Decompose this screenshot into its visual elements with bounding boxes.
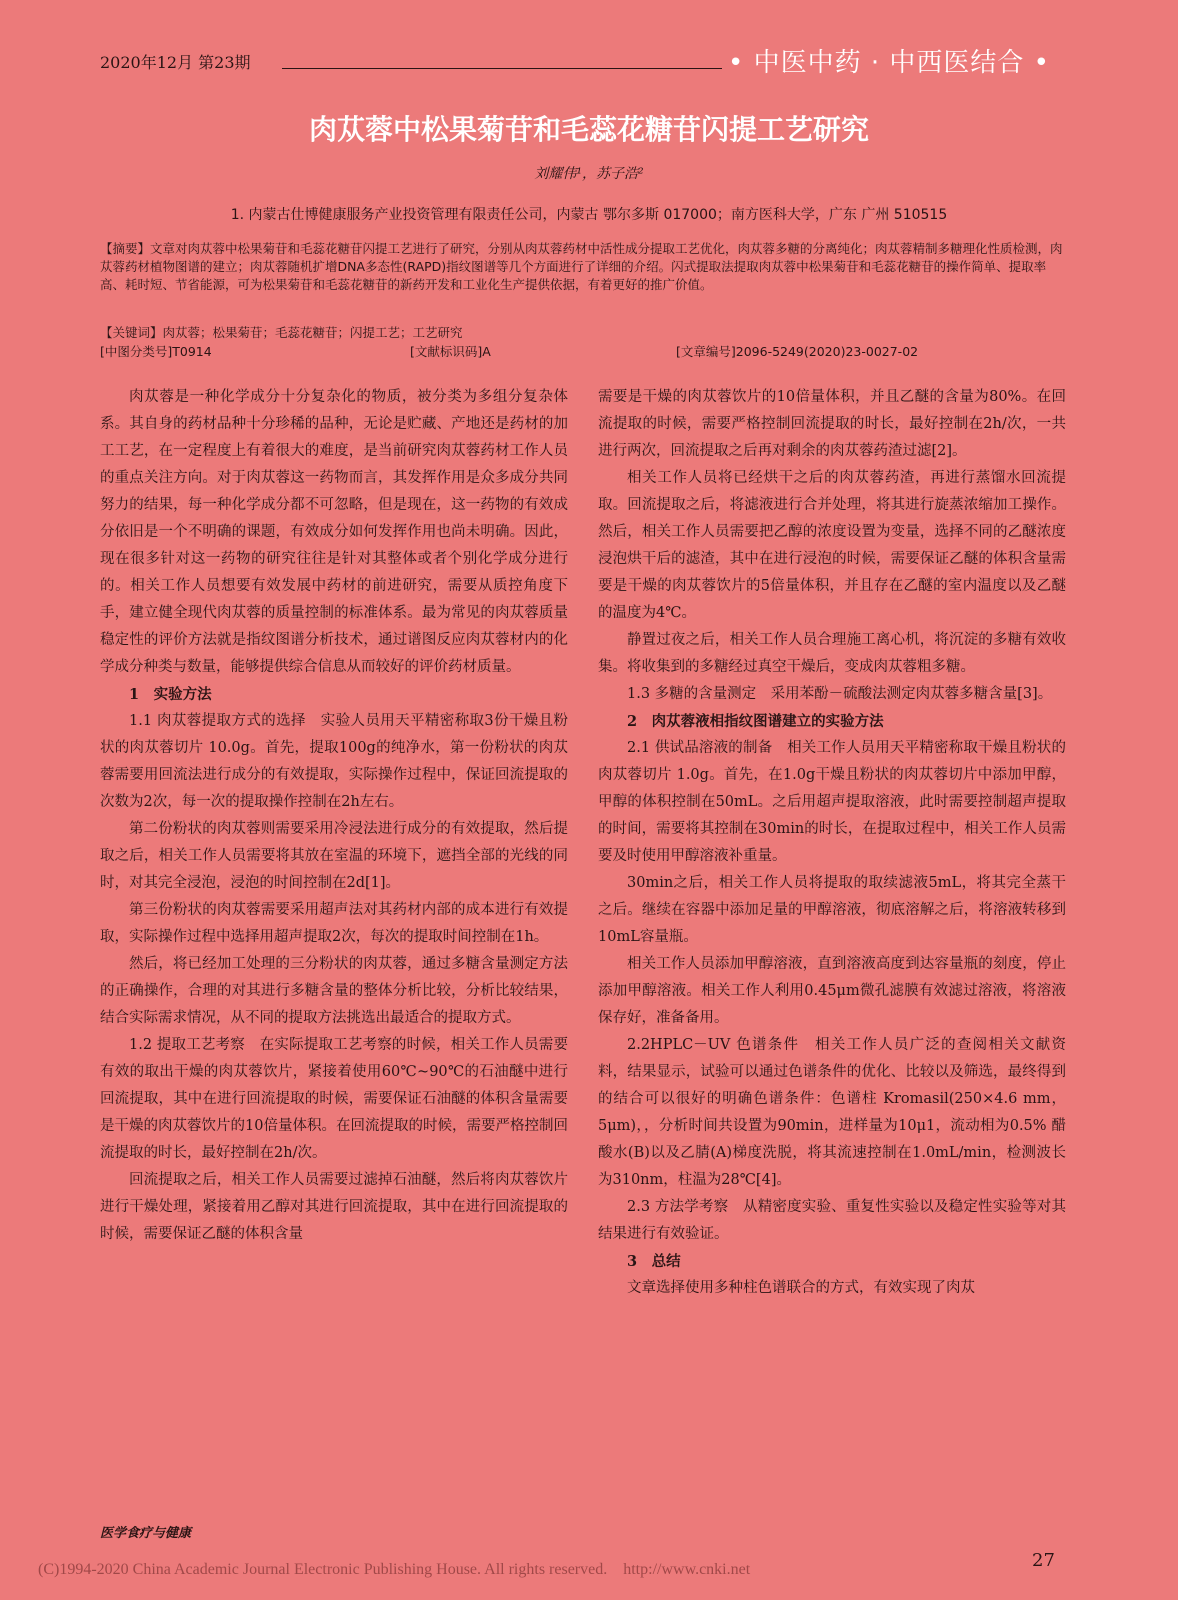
paragraph: 2.1 供试品溶液的制备 相关工作人员用天平精密称取干燥且粉状的肉苁蓉切片 1.0g。首先，在1.0g干燥且粉状的肉苁蓉切片中添加甲醇，甲醇的体积控制在50mL。之后用超声提取溶液，此时需要控制超声提取的时间，需要将其控制在30min的时长，在提取过程中，相关工作人员需要及时使用甲醇溶液补重量。 (598, 740, 1066, 864)
paragraph: 肉苁蓉是一种化学成分十分复杂化的物质，被分类为多组分复杂体系。其自身的药材品种十分珍稀的品种，无论是贮藏、产地还是药材的加工工艺，在一定程度上有着很大的难度，是当前研究肉苁蓉药材工作人员的重点关注方向。对于肉苁蓉这一药物而言，其发挥作用是众多成分共同努力的结果，每一种化学成分都不可忽略，但是现在，这一药物的有效成分依旧是一个不明确的课题，有效成分如何发挥作用也尚未明确。因此，现在很多针对这一药物的研究往往是针对其整体或者个别化学成分进行的。相关工作人员想要有效发展中药材的前进研究，需要从质控角度下手，建立健全现代肉苁蓉的质量控制的标准体系。最为常见的肉苁蓉质量稳定性的评价方法就是指纹图谱分析技术，通过谱图反应肉苁蓉材内的化学成分种类与数量，能够提供综合信息从而较好的评价药材质量。 (100, 389, 568, 675)
paragraph: 2.2HPLC－UV 色谱条件 相关工作人员广泛的查阅相关文献资料，结果显示，试验可以通过色谱条件的优化、比较以及筛选，最终得到的结合可以很好的明确色谱条件：色谱柱 Kromasil(250×4.6 mm，5μm)，，分析时间共设置为90min，进样量为10μ1，流动相为0.5% 醋酸水(B)以及乙腈(A)梯度洗脱，将其流速控制在1.0mL/min，检测波长为310nm，柱温为28℃[4]。 (598, 1037, 1066, 1188)
paragraph: 相关工作人员添加甲醇溶液，直到溶液高度到达容量瓶的刻度，停止添加甲醇溶液。相关工作人利用0.45μm微孔滤膜有效滤过溶液，将溶液保存好，准备备用。 (598, 956, 1066, 1026)
copyright-notice: (C)1994-2020 China Academic Journal Electronic Publishing House. All rights reserved. http://www.cnki.net (38, 1561, 751, 1578)
section-heading: 3 总结 (627, 1253, 681, 1270)
section-label: • 中医中药 · 中西医结合 • (728, 48, 1050, 78)
section-heading: 1 实验方法 (129, 686, 212, 703)
article-number: [文章编号]2096-5249(2020)23-0027-02 (676, 344, 919, 359)
issue-date: 2020年12月 第23期 (100, 53, 251, 72)
right-column (598, 384, 1066, 1302)
paper-title: 肉苁蓉中松果菊苷和毛蕊花糖苷闪提工艺研究 (308, 113, 869, 146)
page-number: 27 (1032, 1550, 1055, 1571)
paragraph: 相关工作人员将已经烘干之后的肉苁蓉药渣，再进行蒸馏水回流提取。回流提取之后，将滤液进行合并处理，将其进行旋蒸浓缩加工操作。然后，相关工作人员需要把乙醇的浓度设置为变量，选择不同的乙醚浓度浸泡烘干后的滤渣，其中在进行浸泡的时候，需要保证乙醚的体积含量需要是干燥的肉苁蓉饮片的5倍量体积，并且存在乙醚的室内温度以及乙醚的温度为4℃。 (598, 470, 1066, 621)
paragraph: 需要是干燥的肉苁蓉饮片的10倍量体积，并且乙醚的含量为80%。在回流提取的时候，需要严格控制回流提取的时长，最好控制在2h/次，一共进行两次，回流提取之后再对剩余的肉苁蓉药渣过滤[2]。 (598, 389, 1066, 459)
paragraph: 第三份粉状的肉苁蓉需要采用超声法对其药材内部的成本进行有效提取，实际操作过程中选择用超声提取2次，每次的提取时间控制在1h。 (100, 902, 568, 945)
paragraph: 30min之后，相关工作人员将提取的取续滤液5mL，将其完全蒸干之后。继续在容器中添加足量的甲醇溶液，彻底溶解之后，将溶液转移到10mL容量瓶。 (598, 875, 1066, 945)
affiliation: 1. 内蒙古仕博健康服务产业投资管理有限责任公司，内蒙古 鄂尔多斯 017000；南方医科大学，广东 广州 510515 (230, 207, 948, 223)
paragraph: 然后，将已经加工处理的三分粉状的肉苁蓉，通过多糖含量测定方法的正确操作，合理的对其进行多糖含量的整体分析比较，分析比较结果，结合实际需求情况，从不同的提取方法挑选出最适合的提取方式。 (100, 956, 568, 1026)
paragraph: 1.3 多糖的含量测定 采用苯酚－硫酸法测定肉苁蓉多糖含量[3]。 (627, 686, 1053, 702)
document-code: [文献标识码]A (410, 344, 491, 359)
authors: 刘耀伟¹，苏子浩² (534, 166, 644, 182)
left-column (100, 384, 568, 1248)
paragraph: 2.3 方法学考察 从精密度实验、重复性实验以及稳定性实验等对其结果进行有效验证。 (598, 1199, 1066, 1242)
paragraph: 回流提取之后，相关工作人员需要过滤掉石油醚，然后将肉苁蓉饮片进行干燥处理，紧接着用乙醇对其进行回流提取，其中在进行回流提取的时候，需要保证乙醚的体积含量 (100, 1172, 568, 1242)
paragraph: 第二份粉状的肉苁蓉则需要采用冷浸法进行成分的有效提取，然后提取之后，相关工作人员需要将其放在室温的环境下，遮挡全部的光线的同时，对其完全浸泡，浸泡的时间控制在2d[1]。 (100, 821, 568, 891)
paragraph: 1.2 提取工艺考察 在实际提取工艺考察的时候，相关工作人员需要有效的取出干燥的肉苁蓉饮片，紧接着使用60℃~90℃的石油醚中进行回流提取，其中在进行回流提取的时候，需要保证石油醚的体积含量需要是干燥的肉苁蓉饮片的10倍量体积。在回流提取的时候，需要严格控制回流提取的时长，最好控制在2h/次。 (100, 1037, 568, 1161)
section-heading: 2 肉苁蓉液相指纹图谱建立的实验方法 (627, 713, 884, 730)
abstract: 【摘要】文章对肉苁蓉中松果菊苷和毛蕊花糖苷闪提工艺进行了研究，分别从肉苁蓉药材中活性成分提取工艺优化，肉苁蓉多糖的分离纯化；肉苁蓉精制多糖理化性质检测，肉苁蓉药材植物图谱的建立；肉苁蓉随机扩增DNA多态性(RAPD)指纹图谱等几个方面进行了详细的介绍。闪式提取法提取肉苁蓉中松果菊苷和毛蕊花糖苷的操作简单、提取率高、耗时短、节省能源，可为松果菊苷和毛蕊花糖苷的新药开发和工业化生产提供依据，有着更好的推广价值。 (100, 241, 1063, 292)
paragraph: 文章选择使用多种柱色谱联合的方式，有效实现了肉苁 (627, 1280, 975, 1296)
keywords: 【关键词】肉苁蓉；松果菊苷；毛蕊花糖苷；闪提工艺；工艺研究 (100, 325, 463, 340)
journal-name: 医学食疗与健康 (100, 1526, 192, 1541)
paragraph: 静置过夜之后，相关工作人员合理施工离心机，将沉淀的多糖有效收集。将收集到的多糖经过真空干燥后，变成肉苁蓉粗多糖。 (598, 632, 1066, 675)
clc-number: [中图分类号]T0914 (100, 344, 212, 359)
paragraph: 1.1 肉苁蓉提取方式的选择 实验人员用天平精密称取3份干燥且粉状的肉苁蓉切片 10.0g。首先，提取100g的纯净水，第一份粉状的肉苁蓉需要用回流法进行成分的有效提取，实际操作过程中，保证回流提取的次数为2次，每一次的提取操作控制在2h左右。 (100, 713, 568, 810)
header-rule (282, 68, 722, 69)
